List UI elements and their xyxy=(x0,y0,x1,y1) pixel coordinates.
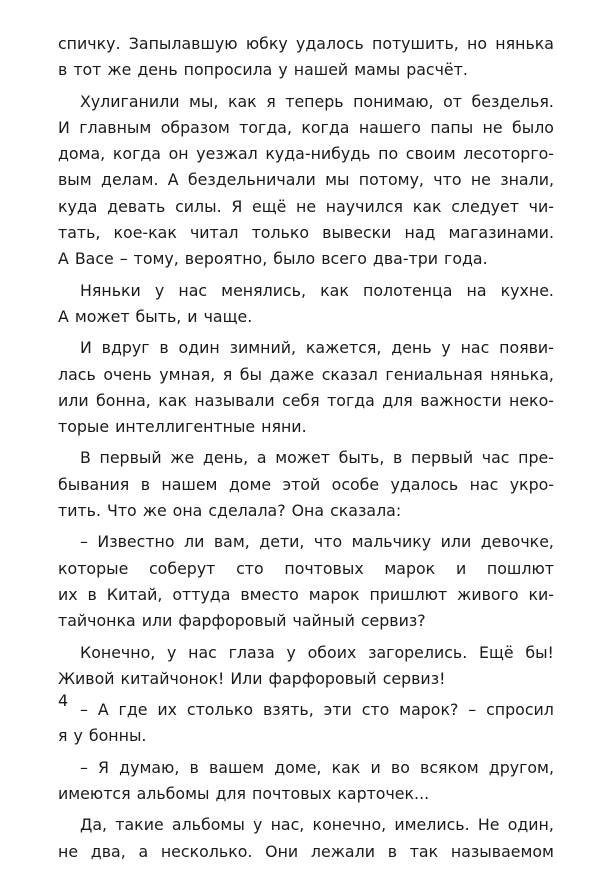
text-line: я у бонны. xyxy=(58,726,147,746)
paragraph xyxy=(58,89,554,273)
text-line: вым делам. А бездельничали мы потому, что не знали, xyxy=(58,170,554,190)
text-line: в тот же день попросила у нашей мамы расчёт. xyxy=(58,60,468,80)
text-line: бывания в нашем доме этой особе удалось нас укро- xyxy=(58,474,554,494)
text-line: имеются альбомы для почтовых карточек... xyxy=(58,784,430,804)
page-number: 4 xyxy=(58,691,69,710)
text-line: их в Китай, оттуда вместо марок пришлют живого ки- xyxy=(58,584,554,604)
text-line: – Известно ли вам, дети, что мальчику или девочке, xyxy=(80,532,554,552)
text-line: торые интеллигентные няни. xyxy=(58,417,307,437)
paragraph xyxy=(58,445,554,524)
text-line: И главным образом тогда, когда нашего папы не было xyxy=(58,117,554,137)
text-line: А Васе – тому, вероятно, было всего два-три года. xyxy=(58,249,488,269)
text-line: лась очень умная, я бы даже сказал гениальная нянька, xyxy=(58,364,554,384)
text-line: Да, такие альбомы у нас, конечно, имелись. Не один, xyxy=(80,815,554,835)
paragraph xyxy=(58,755,554,808)
text-line: Хулиганили мы, как я теперь понимаю, от безделья. xyxy=(80,91,554,111)
text-line: В первый же день, а может быть, в первый час пре- xyxy=(80,448,554,468)
paragraph xyxy=(58,640,554,693)
text-line: тайчонка или фарфоровый чайный сервиз? xyxy=(58,611,426,631)
paragraph xyxy=(58,335,554,440)
text-line: А может быть, и чаще. xyxy=(58,306,253,326)
text-line: или бонна, как называли себя тогда для важности неко- xyxy=(58,390,554,410)
text-line: которые соберут сто почтовых марок и пошлют xyxy=(58,558,554,578)
text-line: – Я думаю, в вашем доме, как и во всяком другом, xyxy=(80,757,554,777)
paragraph xyxy=(58,697,554,750)
text-line: Конечно, у нас глаза у обоих загорелись. Ещё бы! xyxy=(80,642,554,662)
text-line: тить. Что же она сделала? Она сказала: xyxy=(58,501,402,521)
paragraph xyxy=(58,278,554,331)
text-line: Няньки у нас менялись, как полотенца на кухне. xyxy=(80,280,554,300)
paragraph xyxy=(58,31,554,84)
paragraph xyxy=(58,529,554,634)
text-line: Живой китайчонок! Или фарфоровый сервиз! xyxy=(58,668,446,688)
page-text xyxy=(58,31,554,870)
text-line: тать, кое-как читал только вывески над магазинами. xyxy=(58,223,554,243)
text-line: дома, когда он уезжал куда-нибудь по своим лесоторго- xyxy=(58,144,554,164)
text-line: не два, а несколько. Они лежали в так называемом xyxy=(58,841,554,861)
text-line: – А где их столько взять, эти сто марок? – спросил xyxy=(80,700,554,720)
text-line: куда девать силы. Я ещё не научился как следует чи- xyxy=(58,196,554,216)
text-line: И вдруг в один зимний, кажется, день у нас появи- xyxy=(80,338,554,358)
text-line: спичку. Запылавшую юбку удалось потушить, но нянька xyxy=(58,34,554,53)
paragraph xyxy=(58,812,554,865)
